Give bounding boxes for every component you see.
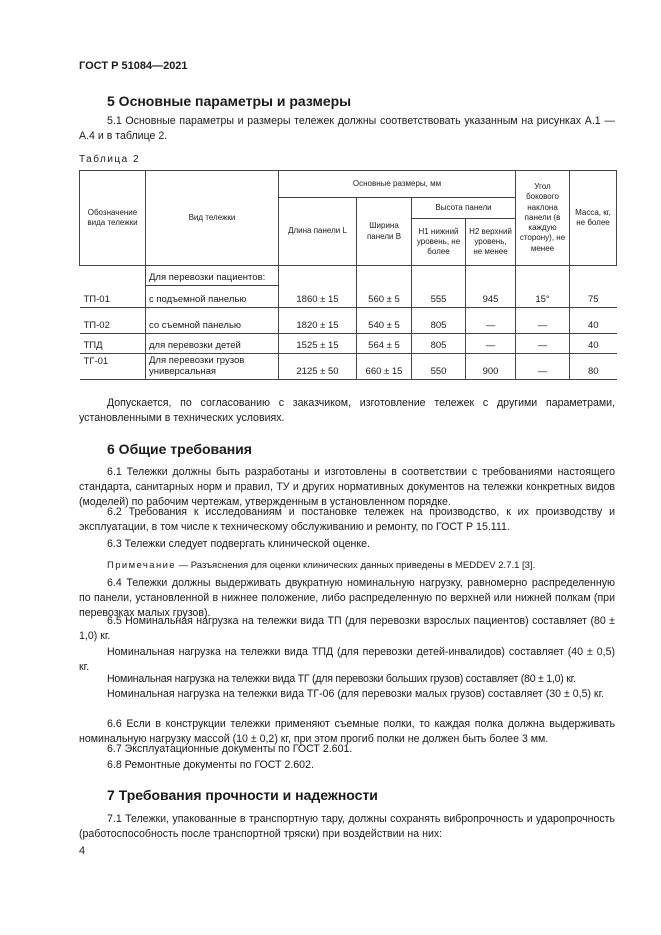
paragraph-6-1: 6.1 Тележки должны быть разработаны и изготовлены в соответствии с требованиями настоящего стандарта, санитарных норм и правил, ТУ и других нормативных документов на тележки конкретных видов (моделей) по рабочим чертежам, утвержденным в установленном порядке. [79,466,615,509]
th-designation: Обозначение вида тележки [80,171,146,266]
note [79,558,615,573]
section-5-heading: 5 Основные параметры и размеры [107,93,352,109]
table-row: с подъемной панелью [80,286,617,308]
section-7-heading: 7 Требования прочности и надежности [107,787,378,803]
paragraph-6-7: 6.7 Эксплуатационные документы по ГОСТ 2.601. [107,743,353,755]
paragraph-6-2: 6.2 Требования к исследованиям и постановке тележек на производство, к их производству и эксплуатации, в том числе к техническому обслуживанию и ремонту, по ГОСТ Р 15.111. [79,506,615,534]
th-h1: H1 нижний уровень, не более [412,219,466,266]
note-label: Примечание [107,560,176,571]
th-panel-height: Высота панели [412,198,516,219]
parameters-table [79,170,617,380]
th-panel-width: Ширина панели B [357,198,412,266]
section-6-heading: 6 Общие требования [107,441,252,457]
paragraph-6-6: 6.6 Если в конструкции тележки применяют съемные полки, то каждая полка должна выдерживать номинальную нагрузку массой (10 ± 0,2) кг, при этом прогиб полки не должен быть более 3 мм. [79,718,615,746]
th-main-dims: Основные размеры, мм [279,171,516,198]
paragraph-6-3: 6.3 Тележки следует подвергать клинической оценке. [107,538,370,550]
paragraph-6-5a: 6.5 Номинальная нагрузка на тележки вида ТП (для перевозки взрослых пациентов) составляет (80 ± 1,0) кг. [79,615,615,643]
paragraph-6-5c: Номинальная нагрузка на тележки вида ТГ (для перевозки больших грузов) составляет (80 ± 1,0) кг. [107,673,576,685]
table-row: ТП-01 Для перевозки пациентов: 1860 ± 15 560 ± 5 555 945 15° 75 [80,266,617,286]
paragraph-5-1: 5.1 Основные параметры и размеры тележек должны соответствовать указанным на рисунках А.1 — А.4 и в таблице 2. [79,115,615,143]
paragraph-table-note: Допускается, по согласованию с заказчиком, изготовление тележек с другими параметрами, установленными в технических условиях. [79,397,615,425]
paragraph-6-4: 6.4 Тележки должны выдерживать двукратную номинальную нагрузку, равномерно распределенную по панели, установленной в нижнее положение, либо распределенную по верхней или нижней полкам (при перевозках малых грузов). [79,577,615,620]
th-panel-length: Длина панели L [279,198,357,266]
paragraph-6-5b: Номинальная нагрузка на тележки вида ТПД (для перевозки детей-инвалидов) составляет (40 ± 0,5) кг. [79,646,615,674]
th-kind: Вид тележки [146,171,279,266]
table-row: ТП-02 со съемной панелью 1820 ± 15 540 ± 5 805 — — 40 [80,308,617,334]
note-text: — Разъяснения для оценки клинических данных приведены в MEDDEV 2.7.1 [3]. [176,560,536,571]
paragraph-6-8: 6.8 Ремонтные документы по ГОСТ 2.602. [107,759,314,771]
paragraph-7-1: 7.1 Тележки, упакованные в транспортную тару, должны сохранять вибропрочность и ударопрочность (работоспособность после транспортной тряски) при воздействии на них: [79,813,615,841]
table-row: ТПД для перевозки детей 1525 ± 15 564 ± 5 805 — — 40 [80,334,617,354]
th-mass: Масса, кг, не более [570,171,617,266]
table-caption: Таблица 2 [79,154,141,165]
th-angle: Угол бокового наклона панели (в каждую сторону), не менее [516,171,570,266]
document-code: ГОСТ Р 51084—2021 [79,60,188,72]
th-h2: H2 верхний уровень, не менее [466,219,516,266]
paragraph-6-5d: Номинальная нагрузка на тележки вида ТГ-06 (для перевозки малых грузов) составляет (30 ± 0,5) кг. [107,688,605,700]
table-row: ТГ-01 Для перевозки грузов универсальная 2125 ± 50 660 ± 15 550 900 — 80 [80,354,617,380]
page-number: 4 [79,845,86,857]
